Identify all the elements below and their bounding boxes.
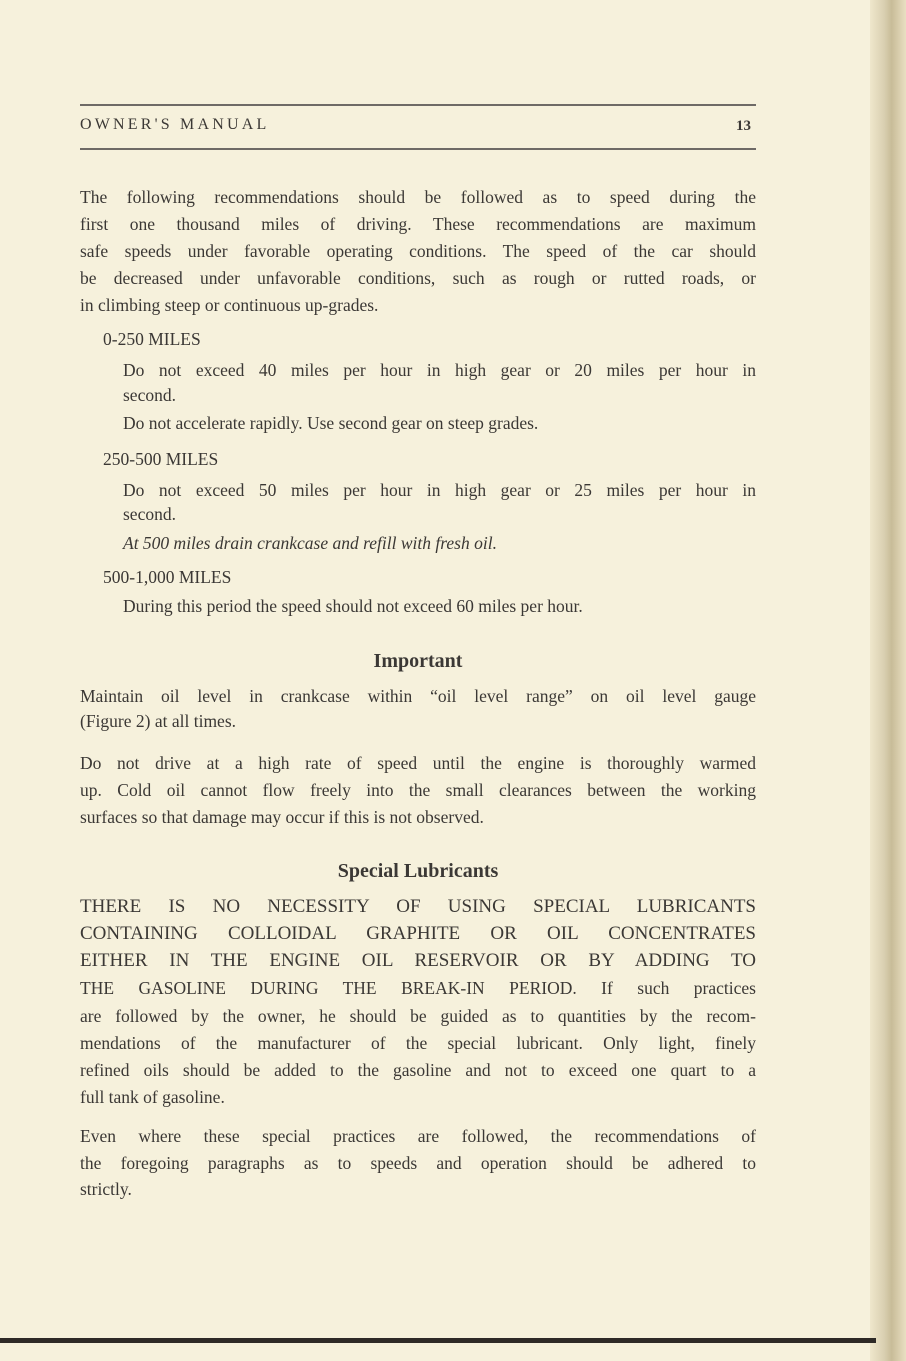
lubricants-heading: Special Lubricants bbox=[337, 860, 499, 882]
range-label: 250-500 MILES bbox=[103, 449, 219, 469]
important-line: Maintain oil level in crankcase within “oil level range” on oil level gauge bbox=[80, 686, 756, 706]
lubricants-line: CONTAINING COLLOIDAL GRAPHITE OR OIL CONCENTRATES bbox=[80, 923, 756, 944]
intro-line: safe speeds under favorable operating conditions. The speed of the car should bbox=[80, 241, 756, 261]
range-line: second. bbox=[123, 504, 176, 524]
lubricants-line: refined oils should be added to the gasoline and not to exceed one quart to a bbox=[80, 1060, 756, 1080]
range-line: Do not exceed 50 miles per hour in high gear or 25 miles per hour in bbox=[123, 480, 756, 500]
header-rule-bottom bbox=[80, 148, 756, 150]
page-number: 13 bbox=[736, 118, 751, 134]
lubricants-line: THERE IS NO NECESSITY OF USING SPECIAL LUBRICANTS bbox=[80, 896, 756, 917]
lubricants-line: mendations of the manufacturer of the special lubricant. Only light, finely bbox=[80, 1033, 756, 1053]
lubricants-line: THE GASOLINE DURING THE BREAK-IN PERIOD. If such practices bbox=[80, 978, 756, 998]
lubricants-line: Even where these special practices are followed, the recommendations of bbox=[80, 1126, 756, 1146]
lubricants-line: full tank of gasoline. bbox=[80, 1087, 225, 1107]
important-line: surfaces so that damage may occur if this is not observed. bbox=[80, 807, 484, 827]
page-bottom-edge bbox=[0, 1338, 876, 1343]
range-line: Do not accelerate rapidly. Use second gear on steep grades. bbox=[123, 413, 539, 433]
header-rule-top bbox=[80, 104, 756, 106]
running-header: OWNER'S MANUAL bbox=[80, 116, 270, 133]
page-edge bbox=[870, 0, 906, 1361]
important-line: Do not drive at a high rate of speed until the engine is thoroughly warmed bbox=[80, 753, 756, 773]
important-line: (Figure 2) at all times. bbox=[80, 711, 237, 731]
range-note: At 500 miles drain crankcase and refill with fresh oil. bbox=[123, 533, 497, 553]
lubricants-line: strictly. bbox=[80, 1179, 132, 1199]
lubricants-line: are followed by the owner, he should be guided as to quantities by the recom- bbox=[80, 1006, 756, 1026]
range-label: 500-1,000 MILES bbox=[103, 567, 232, 587]
range-label: 0-250 MILES bbox=[103, 329, 201, 349]
intro-line: in climbing steep or continuous up-grades. bbox=[80, 295, 379, 315]
lubricants-line: the foregoing paragraphs as to speeds and operation should be adhered to bbox=[80, 1153, 756, 1173]
important-line: up. Cold oil cannot flow freely into the small clearances between the working bbox=[80, 780, 756, 800]
intro-line: be decreased under unfavorable conditions, such as rough or rutted roads, or bbox=[80, 268, 756, 288]
range-line: second. bbox=[123, 385, 176, 405]
important-heading: Important bbox=[373, 650, 463, 672]
intro-line: The following recommendations should be followed as to speed during the bbox=[80, 187, 756, 207]
lubricants-line: EITHER IN THE ENGINE OIL RESERVOIR OR BY ADDING TO bbox=[80, 950, 756, 971]
range-line: During this period the speed should not exceed 60 miles per hour. bbox=[123, 596, 583, 616]
intro-line: first one thousand miles of driving. These recommendations are maximum bbox=[80, 214, 756, 234]
range-line: Do not exceed 40 miles per hour in high gear or 20 miles per hour in bbox=[123, 360, 756, 380]
